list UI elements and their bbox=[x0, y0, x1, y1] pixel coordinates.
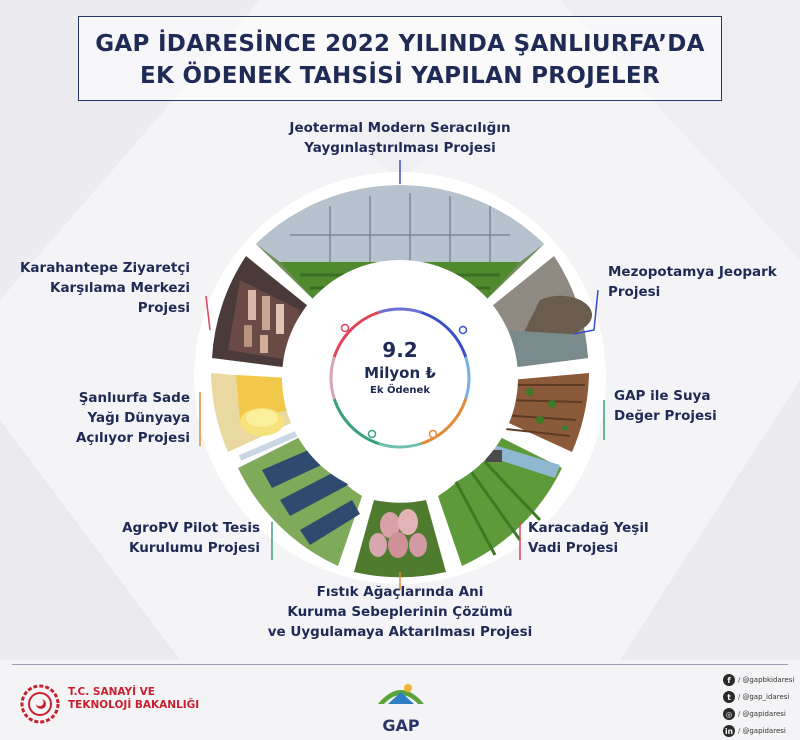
project-sade-yagi bbox=[30, 388, 190, 448]
project-gap-suya bbox=[614, 386, 717, 426]
gap-logo-text: GAP bbox=[382, 716, 420, 735]
gap-logo bbox=[372, 674, 430, 735]
social-linkedin[interactable]: in / @gapidaresi bbox=[723, 723, 795, 739]
page-title-line-2: EK ÖDENEK TAHSİSİ YAPILAN PROJELER bbox=[140, 63, 660, 89]
project-sade-yagi-line-3: Açılıyor Projesi bbox=[75, 430, 190, 446]
social-handle: @gapidaresi bbox=[742, 727, 786, 735]
instagram-icon: ◎ bbox=[723, 708, 735, 720]
social-links bbox=[723, 672, 795, 740]
project-agropv-line-2: Kurulumu Projesi bbox=[129, 540, 260, 556]
linkedin-icon: in bbox=[723, 725, 735, 737]
project-fistik bbox=[250, 582, 550, 642]
social-twitter[interactable]: t / @gap_idaresi bbox=[723, 689, 795, 705]
project-fistik-line-3: ve Uygulamaya Aktarılması Projesi bbox=[267, 624, 533, 640]
project-gap-suya-line-2: Değer Projesi bbox=[614, 408, 717, 424]
total-amount: 9.2 bbox=[382, 338, 418, 362]
social-handle: @gap_idaresi bbox=[742, 693, 790, 701]
ministry-emblem-icon bbox=[20, 684, 60, 724]
center-total bbox=[340, 338, 460, 398]
project-jeotermal-line-1: Jeotermal Modern Seracılığın bbox=[289, 120, 511, 136]
project-agropv-line-1: AgroPV Pilot Tesis bbox=[122, 520, 260, 536]
total-label: Ek Ödenek bbox=[370, 385, 430, 396]
project-mezopotamya bbox=[608, 262, 777, 302]
ministry-line-2: TEKNOLOJİ BAKANLIĞI bbox=[68, 699, 200, 711]
facebook-icon: f bbox=[723, 674, 735, 686]
project-jeotermal bbox=[280, 118, 520, 158]
project-sade-yagi-line-1: Şanlıurfa Sade bbox=[78, 390, 190, 406]
social-facebook[interactable]: f / @gapbkidaresi bbox=[723, 672, 795, 688]
project-gap-suya-line-1: GAP ile Suya bbox=[614, 388, 711, 404]
project-jeotermal-line-2: Yaygınlaştırılması Projesi bbox=[304, 140, 496, 156]
project-mezopotamya-line-1: Mezopotamya Jeopark bbox=[608, 264, 777, 280]
footer-divider bbox=[12, 664, 788, 665]
project-fistik-line-2: Kuruma Sebeplerinin Çözümü bbox=[287, 604, 513, 620]
ministry-line-1: T.C. SANAYİ VE bbox=[68, 686, 155, 698]
project-karacadag-line-1: Karacadağ Yeşil bbox=[528, 520, 649, 536]
project-mezopotamya-line-2: Projesi bbox=[608, 284, 661, 300]
ministry-logo bbox=[20, 682, 210, 726]
page-title-line-1: GAP İDARESİNCE 2022 YILINDA ŞANLIURFA’DA bbox=[95, 31, 705, 57]
project-karahantepe-line-2: Karşılama Merkezi bbox=[49, 280, 190, 296]
ministry-name bbox=[68, 686, 199, 712]
project-sade-yagi-line-2: Yağı Dünyaya bbox=[87, 410, 190, 426]
gap-logo-icon bbox=[372, 674, 430, 714]
total-unit: Milyon ₺ bbox=[364, 364, 436, 382]
social-handle: @gapidaresi bbox=[742, 710, 786, 718]
social-instagram[interactable]: ◎ / @gapidaresi bbox=[723, 706, 795, 722]
social-handle: @gapbkidaresi bbox=[742, 676, 795, 684]
project-karahantepe-line-3: Projesi bbox=[137, 300, 190, 316]
project-karacadag bbox=[528, 518, 649, 558]
project-karahantepe bbox=[10, 258, 190, 318]
project-karacadag-line-2: Vadi Projesi bbox=[528, 540, 619, 556]
project-karahantepe-line-1: Karahantepe Ziyaretçi bbox=[19, 260, 190, 276]
twitter-icon: t bbox=[723, 691, 735, 703]
project-fistik-line-1: Fıstık Ağaçlarında Ani bbox=[316, 584, 484, 600]
project-agropv bbox=[90, 518, 260, 558]
